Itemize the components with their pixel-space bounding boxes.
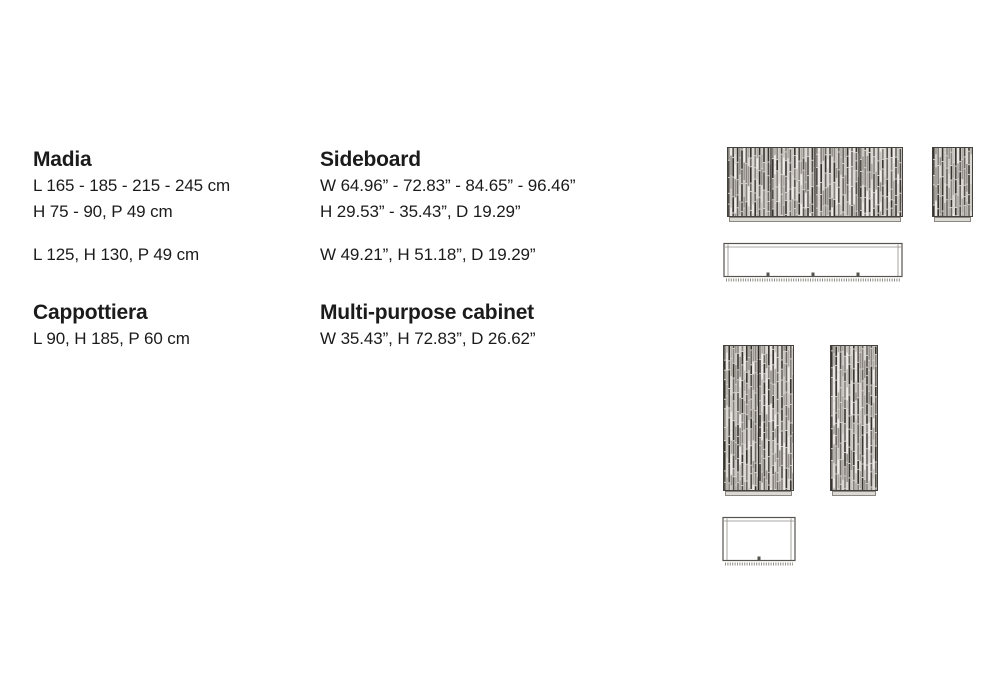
dimension-line: W 35.43”, H 72.83”, D 26.62” (320, 329, 536, 348)
tall-cabinet-narrow-front-view (830, 345, 878, 497)
dimension-line: L 90, H 185, P 60 cm (33, 329, 190, 348)
product-name-madia: Madia (33, 148, 92, 171)
sideboard-top-view (723, 242, 903, 282)
sideboard-wide-front-view (727, 147, 903, 223)
spec-block-madia (33, 146, 230, 225)
dimension-line: H 29.53” - 35.43”, D 19.29” (320, 202, 521, 221)
dimension-line: L 165 - 185 - 215 - 245 cm (33, 176, 231, 195)
dimension-line: W 49.21”, H 51.18”, D 19.29” (320, 245, 536, 264)
product-name-multipurpose-cabinet: Multi-purpose cabinet (320, 301, 534, 324)
spec-block-cappottiera (33, 299, 230, 352)
dimension-line: W 64.96” - 72.83” - 84.65” - 96.46” (320, 176, 576, 195)
tall-cabinet-top-view (722, 516, 796, 566)
dimension-line: L 125, H 130, P 49 cm (33, 245, 200, 264)
spec-column-metric (33, 146, 230, 352)
product-name-sideboard: Sideboard (320, 148, 421, 171)
tall-cabinet-wide-front-view (723, 345, 794, 497)
spec-column-imperial (320, 146, 575, 352)
spec-block-madia-tall (33, 242, 230, 268)
dimension-line: H 75 - 90, P 49 cm (33, 202, 173, 221)
spec-block-sideboard (320, 146, 575, 225)
spec-block-sideboard-tall (320, 242, 575, 268)
spec-block-multipurpose (320, 299, 575, 352)
sideboard-small-front-view (932, 147, 973, 223)
product-name-cappottiera: Cappottiera (33, 301, 148, 324)
